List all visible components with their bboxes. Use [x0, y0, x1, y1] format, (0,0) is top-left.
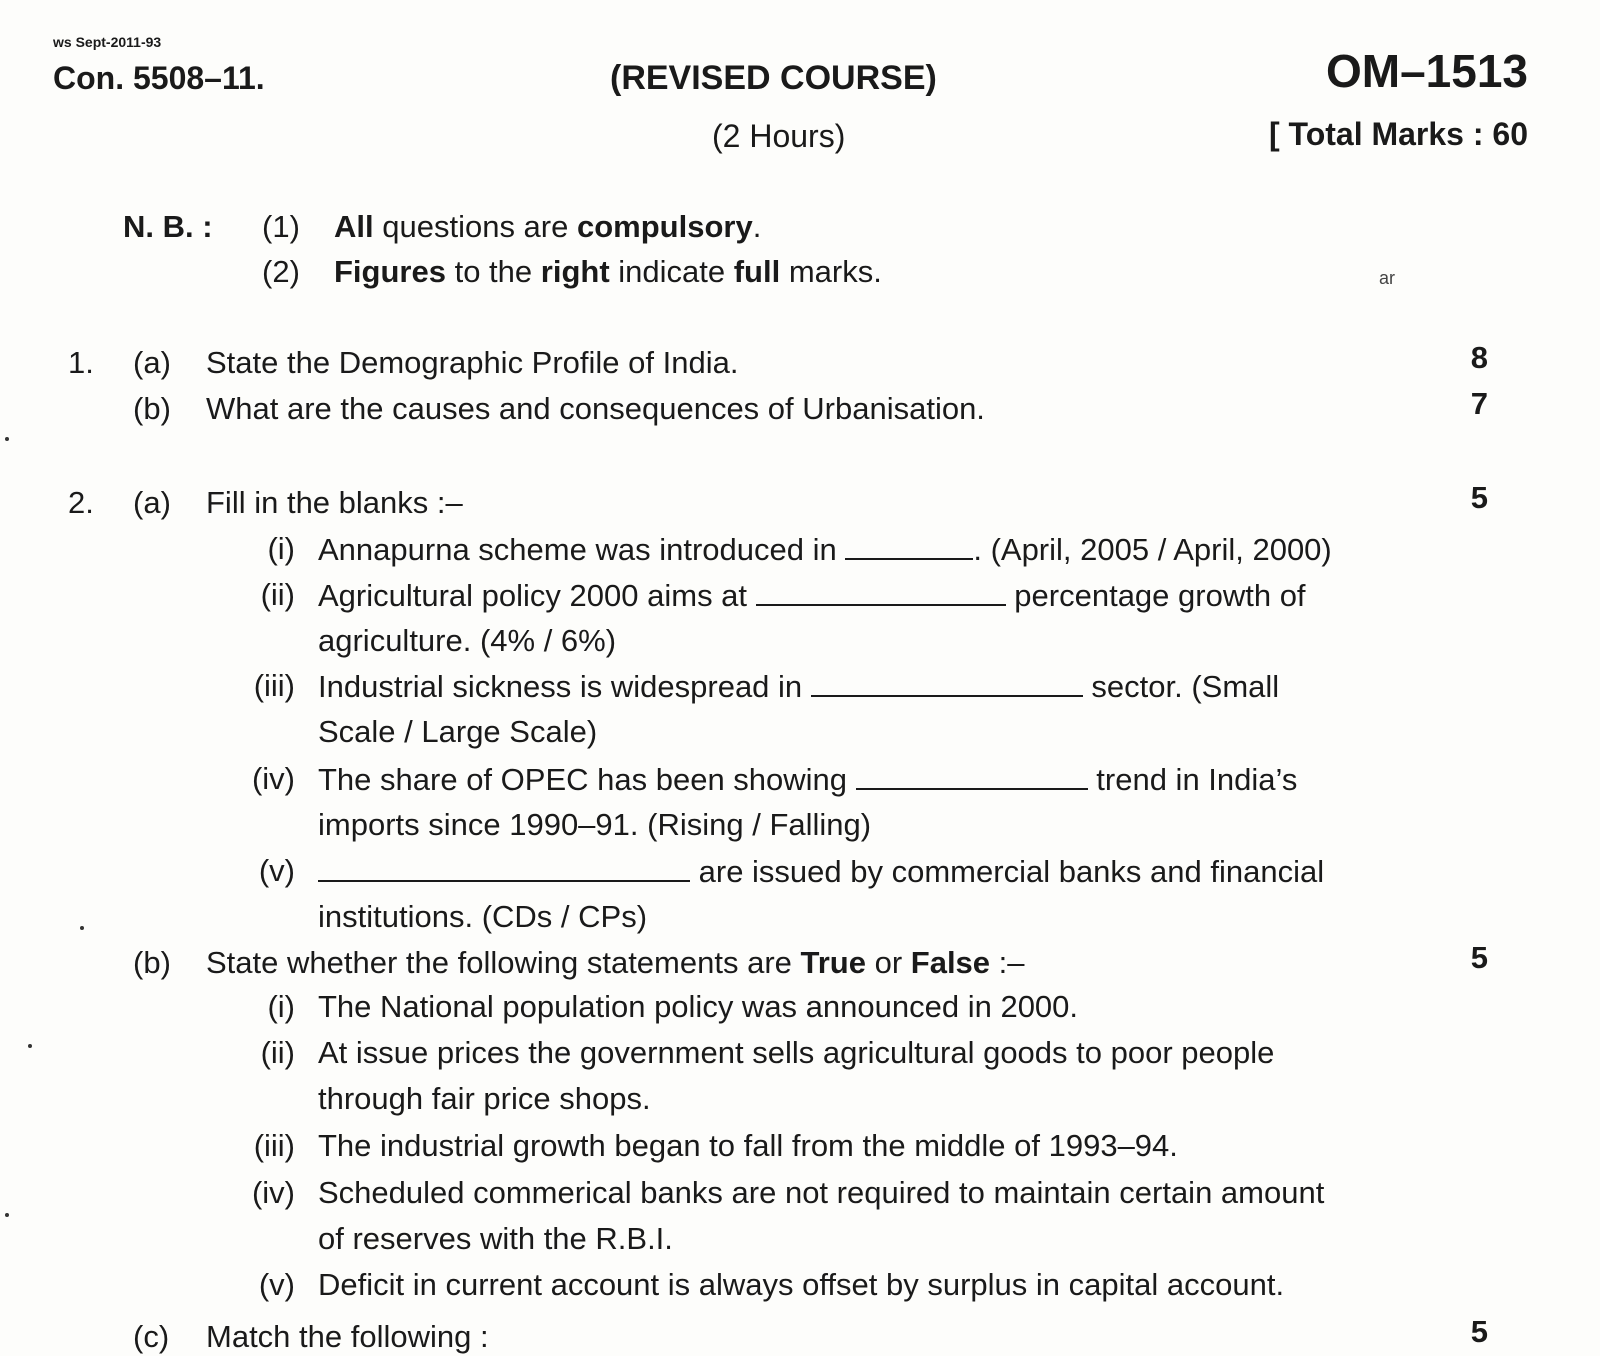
- sub-item-num: (i): [267, 989, 295, 1024]
- nb-item-text: [334, 253, 882, 291]
- nb-text-part: marks.: [780, 254, 882, 289]
- blank-line: [318, 852, 690, 882]
- nb-label: N. B. :: [123, 209, 213, 244]
- statement-text: Deficit in current account is always offset by surplus in capital account.: [318, 1267, 1285, 1302]
- fill-blank-text: trend in India’s: [1096, 762, 1298, 797]
- part-label: (a): [133, 345, 171, 380]
- question-text: State the Demographic Profile of India.: [206, 345, 739, 380]
- scan-speck: [80, 926, 84, 930]
- nb-item-text: [334, 208, 761, 246]
- sub-item-num: (iii): [253, 668, 295, 703]
- con-number: Con. 5508–11.: [53, 60, 265, 96]
- blank-line: [811, 667, 1083, 697]
- fill-blank-text: percentage growth of: [1014, 578, 1306, 613]
- fill-blank-item: [318, 667, 1279, 706]
- blank-line: [756, 576, 1006, 606]
- sub-item-num: (v): [258, 853, 295, 888]
- statement-continuation: of reserves with the R.B.I.: [318, 1221, 673, 1256]
- duration: (2 Hours): [712, 118, 846, 154]
- exam-code: ws Sept-2011-93: [53, 34, 162, 50]
- statement-text: Scheduled commerical banks are not required to maintain certain amount: [318, 1175, 1325, 1210]
- handwritten-scribble: ar: [1378, 268, 1395, 288]
- fill-blank-item: [318, 760, 1297, 799]
- fill-blank-text: are issued by commercial banks and financial: [698, 854, 1325, 889]
- question-number: 1.: [68, 345, 94, 380]
- fill-blank-continuation: institutions. (CDs / CPs): [318, 899, 648, 934]
- question-text: What are the causes and consequences of Urbanisation.: [206, 391, 985, 426]
- total-marks: [ Total Marks : 60: [1268, 116, 1528, 152]
- question-text-part: False: [910, 945, 991, 980]
- part-label: (c): [133, 1319, 170, 1354]
- paper-code: OM–1513: [1325, 45, 1528, 97]
- statement-text: The National population policy was announced in 2000.: [318, 989, 1079, 1024]
- sub-item-num: (iv): [251, 1175, 295, 1210]
- nb-text-part: All: [334, 209, 374, 244]
- nb-text-part: to the: [445, 254, 541, 289]
- marks: 5: [1470, 940, 1488, 975]
- fill-blank-item: [318, 576, 1306, 615]
- question-text: Match the following :: [206, 1319, 489, 1354]
- marks: 5: [1470, 480, 1488, 515]
- marks: 7: [1470, 386, 1488, 421]
- nb-text-part: compulsory: [576, 209, 753, 244]
- sub-item-num: (iii): [253, 1128, 295, 1163]
- scan-speck: [28, 1044, 32, 1048]
- fill-blank-continuation: agriculture. (4% / 6%): [318, 623, 617, 658]
- question-text-part: :–: [990, 945, 1025, 980]
- marks: 5: [1470, 1314, 1488, 1349]
- statement-text: The industrial growth began to fall from the middle of 1993–94.: [318, 1128, 1178, 1163]
- fill-blank-text: The share of OPEC has been showing: [318, 762, 848, 797]
- question-text: Fill in the blanks :–: [206, 485, 463, 520]
- nb-text-part: Figures: [334, 254, 446, 289]
- nb-item-num: (1): [262, 209, 300, 244]
- fill-blank-item: [318, 530, 1332, 569]
- question-text-part: or: [865, 945, 911, 980]
- part-label: (b): [133, 391, 171, 426]
- statement-continuation: through fair price shops.: [318, 1081, 651, 1116]
- part-label: (b): [133, 945, 171, 980]
- nb-text-part: questions are: [373, 209, 577, 244]
- sub-item-num: (ii): [260, 1035, 295, 1070]
- marks: 8: [1470, 340, 1488, 375]
- fill-blank-item: [318, 852, 1324, 891]
- sub-item-num: (iv): [251, 761, 295, 796]
- scan-speck: [5, 1213, 9, 1217]
- course-title: (REVISED COURSE): [610, 59, 937, 97]
- question-text-part: State whether the following statements are: [206, 945, 801, 980]
- fill-blank-text: sector. (Small: [1091, 669, 1280, 704]
- sub-item-num: (v): [258, 1267, 295, 1302]
- nb-text-part: right: [540, 254, 610, 289]
- scan-speck: [5, 437, 9, 441]
- fill-blank-text: Agricultural policy 2000 aims at: [318, 578, 748, 613]
- blank-line: [856, 760, 1088, 790]
- fill-blank-continuation: Scale / Large Scale): [318, 714, 598, 749]
- fill-blank-text: . (April, 2005 / April, 2000): [973, 532, 1332, 567]
- sub-item-num: (i): [267, 531, 295, 566]
- question-text-part: True: [800, 945, 866, 980]
- nb-text-part: indicate: [609, 254, 734, 289]
- nb-text-part: full: [733, 254, 781, 289]
- statement-text: At issue prices the government sells agricultural goods to poor people: [318, 1035, 1275, 1070]
- question-number: 2.: [68, 485, 94, 520]
- fill-blank-continuation: imports since 1990–91. (Rising / Falling): [318, 807, 872, 842]
- nb-text-part: .: [752, 209, 762, 244]
- part-label: (a): [133, 485, 171, 520]
- sub-item-num: (ii): [260, 577, 295, 612]
- blank-line: [845, 530, 973, 560]
- fill-blank-text: Industrial sickness is widespread in: [318, 669, 803, 704]
- fill-blank-text: Annapurna scheme was introduced in: [318, 532, 837, 567]
- nb-item-num: (2): [262, 254, 300, 289]
- question-text: [206, 944, 1025, 982]
